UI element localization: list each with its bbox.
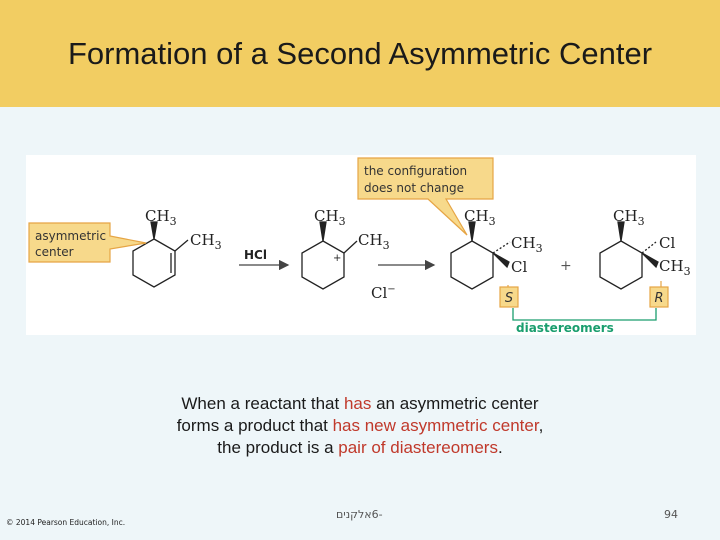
- reaction-figure: [26, 155, 696, 335]
- plus-sign: +: [560, 258, 572, 274]
- reagent-label: HCl: [244, 248, 267, 262]
- ch3-label: $CH_3$: [145, 207, 177, 228]
- page-number: 94: [664, 508, 678, 521]
- caption-text: the product is a: [217, 438, 339, 457]
- methyl-bond: [344, 241, 357, 253]
- ch3-label: $CH_3$: [613, 207, 645, 228]
- cyclohexene-ring: [133, 239, 175, 287]
- callout-text: center: [35, 245, 74, 259]
- hash-bond: [493, 242, 510, 253]
- ch3-label: $CH_3$: [464, 207, 496, 228]
- caption-text: .: [497, 438, 503, 457]
- label-s: S: [504, 291, 514, 306]
- methyl-bond: [175, 240, 188, 251]
- hash-bond: [642, 242, 656, 253]
- ch3-label: $CH_3$: [314, 207, 346, 228]
- caption-text: When a reactant that: [181, 394, 344, 413]
- callout-text: asymmetric: [35, 229, 107, 243]
- caption-text: forms a product that: [176, 416, 333, 435]
- product-s-molecule: [451, 222, 510, 289]
- chloride-ion: Cl−: [371, 284, 396, 302]
- reactant-molecule: [133, 222, 188, 287]
- cl-label: Cl: [659, 234, 676, 252]
- caption-highlight: has: [343, 394, 372, 413]
- callout-asymmetric-center: [29, 223, 146, 262]
- diastereomers-label: diastereomers: [516, 321, 614, 335]
- caption: [100, 393, 620, 459]
- diastereomers-bracket: [513, 308, 656, 320]
- product-r-ring: [600, 241, 642, 289]
- label-r: R: [654, 291, 664, 306]
- caption-highlight: pair of diastereomers: [338, 438, 498, 457]
- carbocation-molecule: [302, 222, 357, 289]
- caption-highlight: has new asymmetric center: [332, 416, 539, 435]
- reaction-scheme: [26, 155, 696, 335]
- copyright-notice: © 2014 Pearson Education, Inc.: [6, 518, 126, 527]
- cl-label: Cl: [511, 258, 528, 276]
- caption-text: ,: [538, 416, 544, 435]
- ch3-label: $CH_3$: [511, 234, 543, 255]
- ch3-label: $CH_3$: [659, 257, 691, 278]
- caption-text: an asymmetric center: [371, 394, 539, 413]
- product-r-molecule: [600, 222, 658, 289]
- slide-title: Formation of a Second Asymmetric Center: [67, 35, 653, 71]
- callout-text: the configuration: [364, 164, 468, 178]
- carbocation-ring: [302, 241, 344, 289]
- footer-label: -6אלקנים: [336, 508, 383, 521]
- cation-charge: +: [333, 253, 342, 264]
- ch3-label: $CH_3$: [358, 231, 390, 252]
- ch3-label: $CH_3$: [190, 231, 222, 252]
- callout-text: does not change: [364, 181, 465, 195]
- wedge-bond: [493, 253, 509, 267]
- product-s-ring: [451, 241, 493, 289]
- wedge-bond: [642, 253, 658, 267]
